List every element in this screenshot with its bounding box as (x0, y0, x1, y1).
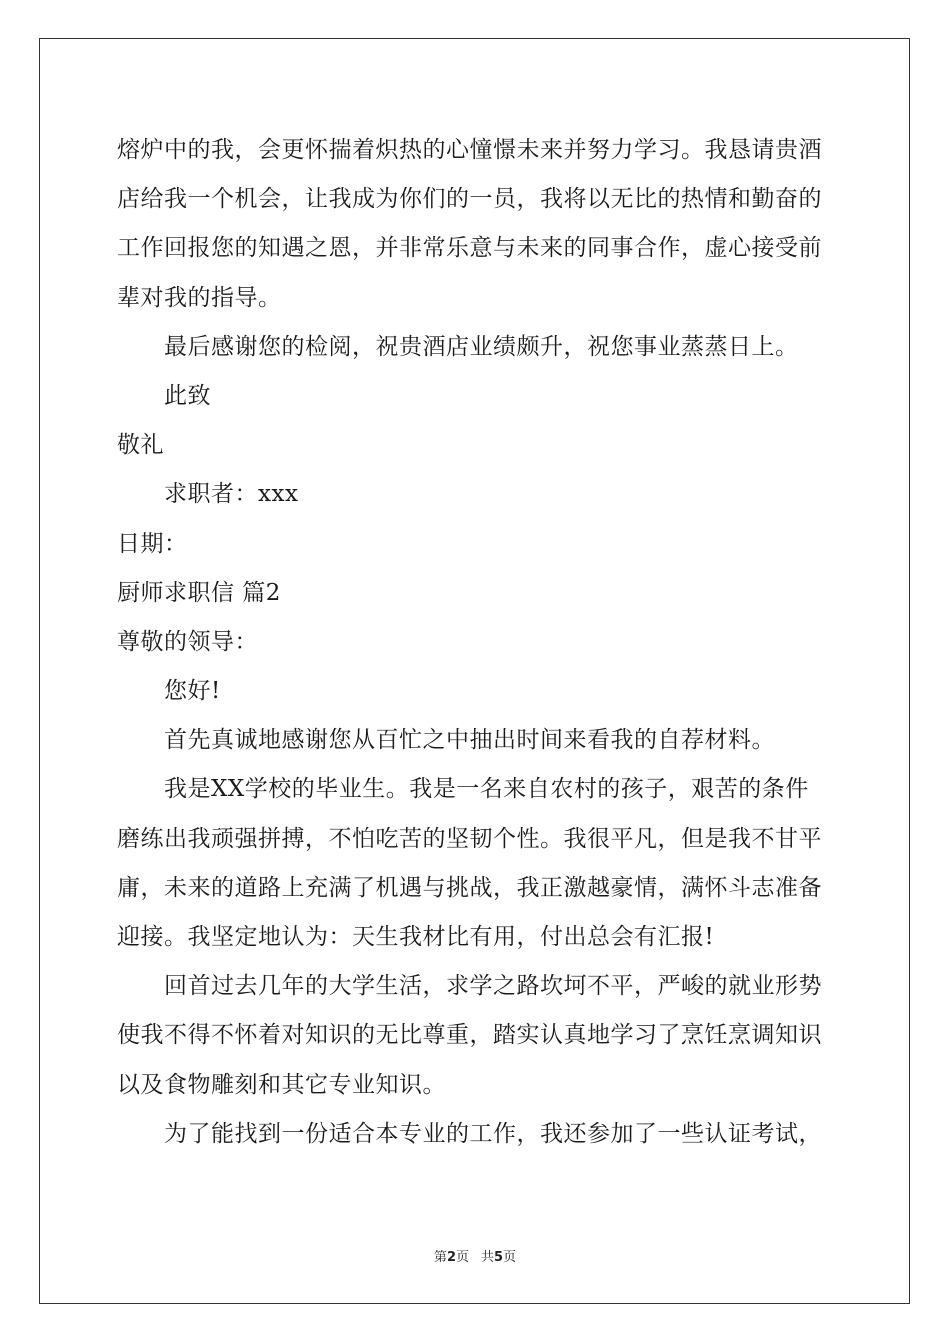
current-page-number: 2 (446, 1250, 456, 1265)
text-line: 使我不得不怀着对知识的无比尊重，踏实认真地学习了烹饪烹调知识 (117, 1022, 822, 1049)
page-number-suffix: 页 (455, 1250, 469, 1265)
text-line: 以及食物雕刻和其它专业知识。 (117, 1071, 446, 1098)
total-pages-prefix: 共 (481, 1250, 495, 1265)
text-line: 我是XX学校的毕业生。我是一名来自农村的孩子，艰苦的条件 (164, 776, 809, 803)
text-line: 敬礼 (117, 432, 164, 459)
text-line: 尊敬的领导： (117, 628, 258, 655)
text-line: 迎接。我坚定地认为：天生我材比有用，付出总会有汇报! (117, 924, 715, 950)
text-line: 厨师求职信 篇2 (117, 579, 281, 606)
total-pages-number: 5 (494, 1250, 504, 1265)
document-body (117, 126, 837, 1159)
text-line: 此致 (164, 382, 211, 409)
text-line: 庸，未来的道路上充满了机遇与挑战，我正激越豪情，满怀斗志准备 (117, 874, 822, 901)
text-line: 工作回报您的知遇之恩，并非常乐意与未来的同事合作，虚心接受前 (117, 235, 822, 262)
total-pages-suffix: 页 (503, 1250, 517, 1265)
text-line: 店给我一个机会，让我成为你们的一员，我将以无比的热情和勤奋的 (117, 186, 822, 213)
text-line: 磨练出我顽强拼搏，不怕吃苦的坚韧个性。我很平凡，但是我不甘平 (117, 825, 822, 852)
text-line: 最后感谢您的检阅，祝贵酒店业绩颇升，祝您事业蒸蒸日上。 (164, 333, 799, 360)
text-line: 您好! (164, 678, 221, 705)
text-line: 回首过去几年的大学生活，求学之路坎坷不平，严峻的就业形势 (164, 973, 822, 1000)
text-line: 为了能找到一份适合本专业的工作，我还参加了一些认证考试， (164, 1120, 822, 1147)
text-line: 首先真诚地感谢您从百忙之中抽出时间来看我的自荐材料。 (164, 727, 775, 754)
text-line: 熔炉中的我，会更怀揣着炽热的心憧憬未来并努力学习。我恳请贵酒 (117, 137, 822, 163)
page-footer (0, 1246, 950, 1265)
text-line: 求职者：xxx (164, 481, 299, 508)
text-line: 辈对我的指导。 (117, 284, 282, 311)
page-number-prefix: 第 (433, 1250, 447, 1265)
text-line: 日期： (117, 530, 188, 557)
